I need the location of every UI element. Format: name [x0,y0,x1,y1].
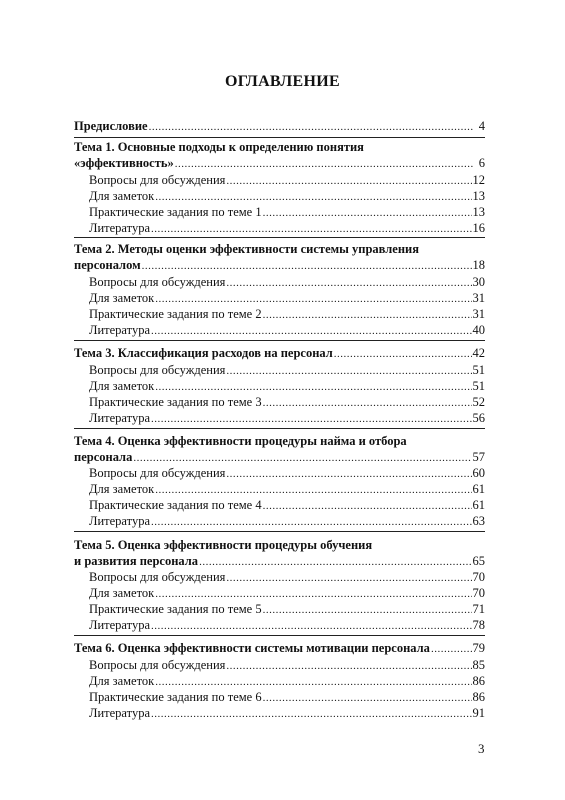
toc-page-number: 13 [472,189,485,203]
toc-subentry-label: Для заметок [89,291,155,305]
leader-dots [133,450,471,466]
toc-topic-title: Тема 3. Классификация расходов на персонал [74,346,333,360]
separator-line [74,340,485,341]
leader-dots [334,346,472,362]
toc-page-number: 70 [472,570,485,584]
toc-page-number: 31 [472,307,485,321]
toc-page-number: 85 [472,658,485,672]
leader-dots [151,221,472,237]
toc-topic-title: персоналом [74,258,141,272]
toc-page-number: 40 [472,323,485,337]
toc-subentry [89,657,485,673]
toc-page-number: 91 [472,706,485,720]
toc-page-number: 51 [472,379,485,393]
toc-page-number: 42 [472,346,485,360]
leader-dots [226,466,471,482]
toc-subentry [89,274,485,290]
toc-page-number: 12 [472,173,485,187]
toc-subentry [89,378,485,394]
toc-subentry [89,705,485,721]
toc-page-number: 78 [472,618,485,632]
toc-subentry-label: Практические задания по теме 4 [89,498,262,512]
toc-subentry [89,601,485,617]
toc-page-number: 71 [472,602,485,616]
toc-page-number: 30 [472,275,485,289]
leader-dots [151,618,472,634]
toc-page-number: 79 [472,641,485,655]
leader-dots [263,205,472,221]
toc-subentry-label: Вопросы для обсуждения [89,466,226,480]
leader-dots [263,307,472,323]
separator-line [74,137,485,138]
toc-subentry [89,481,485,497]
toc-subentry [89,689,485,705]
toc-subentry [89,410,485,426]
leader-dots [226,570,471,586]
toc-subentry-label: Практические задания по теме 2 [89,307,262,321]
leader-dots [226,658,471,674]
toc-subentry-label: Практические задания по теме 6 [89,690,262,704]
toc-topic-title: Тема 5. Оценка эффективности процедуры обучения [74,538,373,552]
toc-subentry [89,585,485,601]
toc-subentry-label: Практические задания по теме 5 [89,602,262,616]
separator-line [74,428,485,429]
leader-dots [226,173,471,189]
toc-entry-title: Предисловие [74,119,148,133]
toc-page-number: 61 [472,482,485,496]
leader-dots [263,498,472,514]
toc-subentry-label: Вопросы для обсуждения [89,363,226,377]
toc-subentry [89,497,485,513]
leader-dots [149,119,474,135]
toc-subentry [89,322,485,338]
leader-dots [151,323,472,339]
separator-line [74,531,485,532]
toc-topic-title: Тема 1. Основные подходы к определению понятия [74,140,364,154]
toc-page-number: 63 [472,514,485,528]
leader-dots [155,674,471,690]
toc-topic-title: и развития персонала [74,554,199,568]
leader-dots [263,395,472,411]
toc-topic-3 [74,345,485,361]
leader-dots [175,156,474,172]
toc-topic-4-line1 [74,433,485,449]
leader-dots [151,514,472,530]
toc-subentry [89,513,485,529]
leader-dots [263,602,472,618]
toc-page-number: 18 [472,258,485,272]
toc-subentry [89,204,485,220]
toc-subentry-label: Вопросы для обсуждения [89,173,226,187]
toc-entry-preface [74,118,485,134]
toc-subentry [89,306,485,322]
toc-page-number: 56 [472,411,485,425]
leader-dots [155,379,471,395]
leader-dots [155,586,471,602]
toc-subentry-label: Для заметок [89,482,155,496]
toc-topic-2-line1 [74,241,485,257]
toc-page-number: 16 [472,221,485,235]
separator-line [74,635,485,636]
toc-subentry [89,569,485,585]
toc-page-number: 6 [478,156,485,170]
toc-topic-title: Тема 4. Оценка эффективности процедуры найма и отбора [74,434,407,448]
toc-subentry [89,290,485,306]
toc-subentry [89,220,485,236]
toc-subentry-label: Для заметок [89,379,155,393]
toc-subentry [89,465,485,481]
toc-page-number: 13 [472,205,485,219]
leader-dots [155,189,471,205]
toc-subentry [89,172,485,188]
toc-subentry [89,394,485,410]
toc-subentry [89,188,485,204]
toc-page-number: 60 [472,466,485,480]
toc-topic-title: «эффективность» [74,156,174,170]
toc-topic-4-line2 [74,449,485,465]
toc-subentry-label: Литература [89,618,150,632]
toc-subentry-label: Для заметок [89,189,155,203]
toc-topic-5-line2 [74,553,485,569]
toc-subentry-label: Литература [89,221,150,235]
toc-subentry-label: Литература [89,706,150,720]
toc-page-number: 51 [472,363,485,377]
leader-dots [151,706,472,722]
leader-dots [142,258,472,274]
toc-subentry-label: Вопросы для обсуждения [89,570,226,584]
toc-subentry-label: Литература [89,323,150,337]
page-number: 3 [478,741,485,756]
leader-dots [199,554,471,570]
toc-page-number: 57 [472,450,485,464]
leader-dots [431,641,472,657]
toc-page-number: 31 [472,291,485,305]
toc-page-number: 61 [472,498,485,512]
leader-dots [263,690,472,706]
toc-subentry-label: Литература [89,514,150,528]
toc-page-number: 70 [472,586,485,600]
toc-subentry-label: Литература [89,411,150,425]
toc-subentry [89,673,485,689]
toc-subentry-label: Вопросы для обсуждения [89,658,226,672]
toc-topic-title: персонала [74,450,133,464]
toc-subentry-label: Практические задания по теме 3 [89,395,262,409]
toc-topic-1-line2 [74,155,485,171]
separator-line [74,237,485,238]
toc-topic-1-line1 [74,139,485,155]
toc-page-number: 4 [478,119,485,133]
toc-subentry-label: Для заметок [89,586,155,600]
leader-dots [226,363,471,379]
toc-topic-2-line2 [74,257,485,273]
toc-page-number: 52 [472,395,485,409]
toc-topic-6 [74,640,485,656]
toc-page-number: 65 [472,554,485,568]
leader-dots [155,482,471,498]
toc-subentry [89,617,485,633]
toc-topic-title: Тема 6. Оценка эффективности системы мотивации персонала [74,641,430,655]
toc-page-number: 86 [472,690,485,704]
leader-dots [151,411,472,427]
page-title: ОГЛАВЛЕНИЕ [225,73,340,90]
toc-topic-5-line1 [74,537,485,553]
toc-subentry-label: Для заметок [89,674,155,688]
toc-page-number: 86 [472,674,485,688]
leader-dots [226,275,471,291]
toc-subentry-label: Вопросы для обсуждения [89,275,226,289]
toc-subentry-label: Практические задания по теме 1 [89,205,262,219]
toc-subentry [89,362,485,378]
toc-topic-title: Тема 2. Методы оценки эффективности системы управления [74,242,419,256]
leader-dots [155,291,471,307]
